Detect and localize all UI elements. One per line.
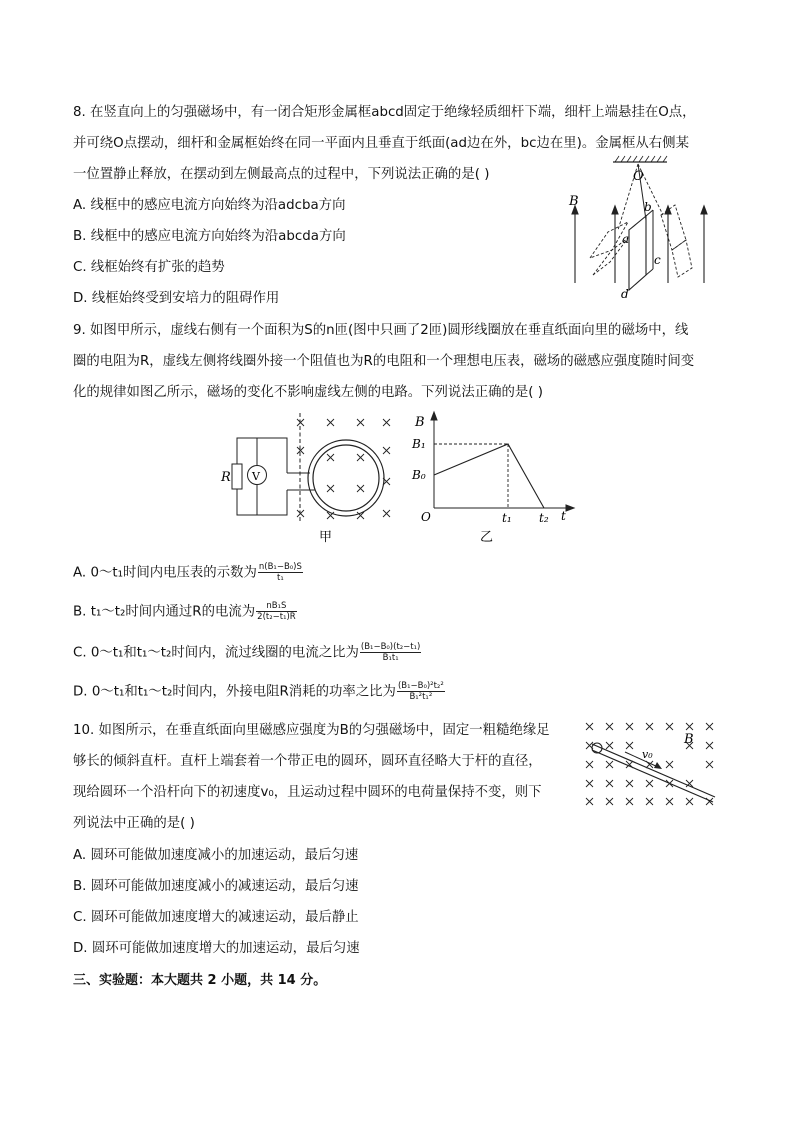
q8-label-a: a bbox=[622, 232, 630, 246]
q9-caption-yi: 乙 bbox=[480, 530, 494, 545]
q8-pendulum-figure bbox=[560, 150, 720, 305]
q9-option-b bbox=[73, 601, 298, 622]
q9-axis-t: t bbox=[561, 509, 566, 523]
q8-option-d: D. 线框始终受到安培力的阻碍作用 bbox=[73, 291, 280, 306]
q9-label-b0: B₀ bbox=[412, 468, 426, 482]
q9-caption-jia: 甲 bbox=[319, 530, 333, 545]
q8-label-d: d bbox=[621, 287, 629, 301]
q9-stem-line2: 圈的电阻为R，虚线左侧将线圈外接一个阻值也为R的电阻和一个理想电压表，磁场的磁感应强度随时间变 bbox=[73, 354, 695, 369]
q8-label-b-field: B bbox=[569, 194, 579, 209]
fraction-denominator: B₁²t₁² bbox=[409, 692, 433, 702]
q9-label-origin: O bbox=[421, 510, 431, 524]
q10-stem-line4: 列说法中正确的是( ) bbox=[73, 816, 195, 831]
q9-option-b-fraction bbox=[256, 601, 297, 622]
q10-option-b: B. 圆环可能做加速度减小的减速运动，最后匀速 bbox=[73, 879, 359, 894]
q8-stem-line1: 8. 在竖直向上的匀强磁场中，有一闭合矩形金属框abcd固定于绝缘轻质细杆下端，细杆上端悬挂在O点， bbox=[73, 105, 696, 120]
fraction-numerator: (B₁−B₀)²t₂² bbox=[397, 681, 444, 691]
q9-label-r: R bbox=[221, 470, 231, 485]
q8-label-c: c bbox=[654, 253, 661, 267]
q8-label-o: O bbox=[633, 169, 644, 184]
q10-stem-line1: 10. 如图所示，在垂直纸面向里磁感应强度为B的匀强磁场中，固定一粗糙绝缘足 bbox=[73, 723, 550, 738]
fraction-numerator: nB₁S bbox=[256, 601, 297, 612]
section-3-heading: 三、实验题：本大题共 2 小题，共 14 分。 bbox=[73, 973, 327, 988]
fraction-numerator: n(B₁−B₀)S bbox=[258, 562, 302, 572]
fraction-numerator: (B₁−B₀)(t₂−t₁) bbox=[360, 642, 421, 652]
q10-label-b: B bbox=[684, 732, 694, 747]
q10-option-d: D. 圆环可能做加速度增大的加速运动，最后匀速 bbox=[73, 941, 360, 956]
q9-bt-graph-figure bbox=[408, 408, 578, 545]
q9-label-voltmeter: V bbox=[252, 470, 260, 483]
q10-option-c: C. 圆环可能做加速度增大的减速运动，最后静止 bbox=[73, 910, 359, 925]
q8-option-b: B. 线框中的感应电流方向始终为沿abcda方向 bbox=[73, 229, 346, 244]
q8-stem-line2: 并可绕O点摆动，细杆和金属框始终在同一平面内且垂直于纸面(ad边在外，bc边在里)。金属框从右侧某 bbox=[73, 136, 689, 151]
q9-option-c-fraction bbox=[360, 642, 421, 663]
fraction-denominator: B₁t₁ bbox=[382, 653, 399, 663]
q8-option-a: A. 线框中的感应电流方向始终为沿adcba方向 bbox=[73, 198, 346, 213]
q10-stem-line2: 够长的倾斜直杆。直杆上端套着一个带正电的圆环，圆环直径略大于杆的直径， bbox=[73, 754, 542, 769]
q9-axis-b: B bbox=[415, 415, 425, 430]
q10-option-a: A. 圆环可能做加速度减小的加速运动，最后匀速 bbox=[73, 848, 359, 863]
q10-label-v0: v₀ bbox=[642, 748, 653, 761]
fraction-denominator: 2(t₂−t₁)R bbox=[257, 612, 296, 622]
q9-option-b-text: B. t₁～t₂时间内通过R的电流为 bbox=[73, 604, 256, 620]
q9-option-a bbox=[73, 562, 304, 583]
q8-label-b: b bbox=[644, 200, 652, 214]
q9-label-t2: t₂ bbox=[539, 511, 549, 525]
q9-option-d-fraction bbox=[397, 681, 445, 702]
q9-circuit-figure bbox=[215, 410, 400, 545]
q9-option-c-text: C. 0～t₁和t₁～t₂时间内，流过线圈的电流之比为 bbox=[73, 645, 359, 661]
fraction-denominator: t₁ bbox=[277, 573, 284, 583]
q9-option-d bbox=[73, 681, 446, 702]
q9-stem-line1: 9. 如图甲所示，虚线右侧有一个面积为S的n匝(图中只画了2匝)圆形线圈放在垂直纸面向里的磁场中，线 bbox=[73, 323, 689, 338]
q9-option-a-fraction bbox=[258, 562, 303, 583]
q10-stem-line3: 现给圆环一个沿杆向下的初速度v₀，且运动过程中圆环的电荷量保持不变，则下 bbox=[73, 785, 542, 800]
q9-stem-line3: 化的规律如图乙所示，磁场的变化不影响虚线左侧的电路。下列说法正确的是( ) bbox=[73, 385, 543, 400]
q9-label-b1: B₁ bbox=[412, 437, 426, 451]
q9-option-d-text: D. 0～t₁和t₁～t₂时间内，外接电阻R消耗的功率之比为 bbox=[73, 684, 396, 700]
q8-option-c: C. 线框始终有扩张的趋势 bbox=[73, 260, 225, 275]
q8-stem-line3: 一位置静止释放，在摆动到左侧最高点的过程中，下列说法正确的是( ) bbox=[73, 167, 490, 182]
q9-label-t1: t₁ bbox=[502, 511, 512, 525]
q9-option-c bbox=[73, 642, 422, 663]
q9-option-a-text: A. 0～t₁时间内电压表的示数为 bbox=[73, 565, 257, 581]
q10-inclined-rod-figure bbox=[580, 718, 725, 810]
